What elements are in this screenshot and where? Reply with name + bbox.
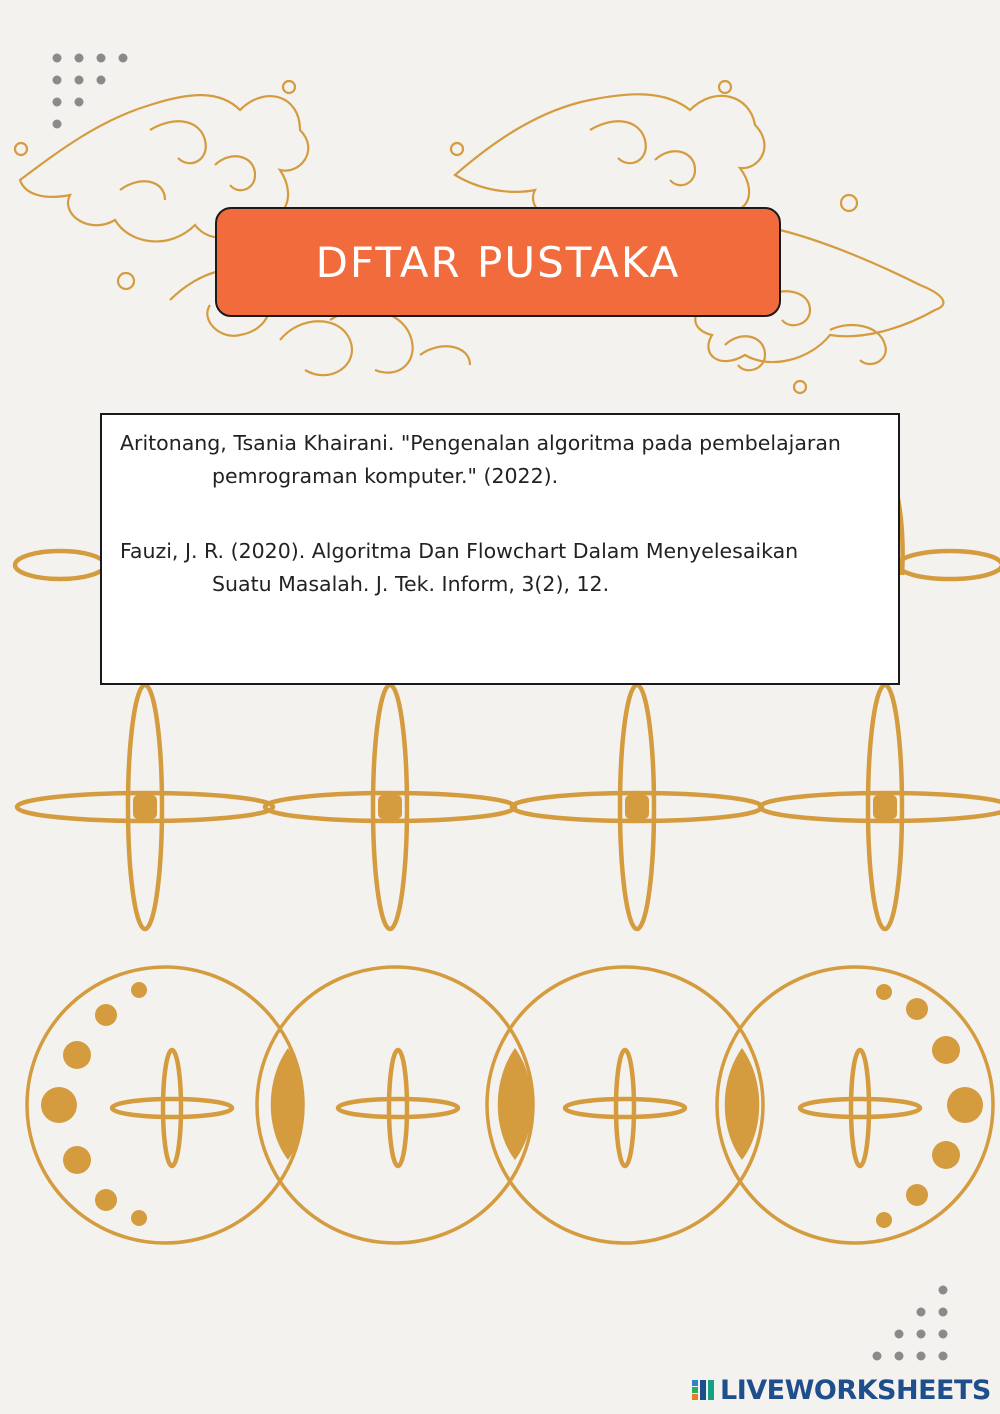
reference-line: Aritonang, Tsania Khairani. "Pengenalan algoritma pada pembelajaran [120,431,841,455]
watermark-text: LIVEWORKSHEETS [720,1374,991,1406]
reference-line-indented: pemrograman komputer." (2022). [212,464,559,488]
title-banner [215,207,781,317]
reference-line: Fauzi, J. R. (2020). Algoritma Dan Flowchart Dalam Menyelesaikan [120,539,799,563]
dot-grid-bottom-right [873,1286,948,1361]
reference-item [120,535,880,601]
reference-line-indented: Suatu Masalah. J. Tek. Inform, 3(2), 12. [212,572,610,596]
references-box [100,413,900,685]
reference-item [120,427,880,493]
page-title: DFTAR PUSTAKA [315,237,681,287]
liveworksheets-logo [692,1374,991,1406]
liveworksheets-logo-icon [692,1378,716,1402]
